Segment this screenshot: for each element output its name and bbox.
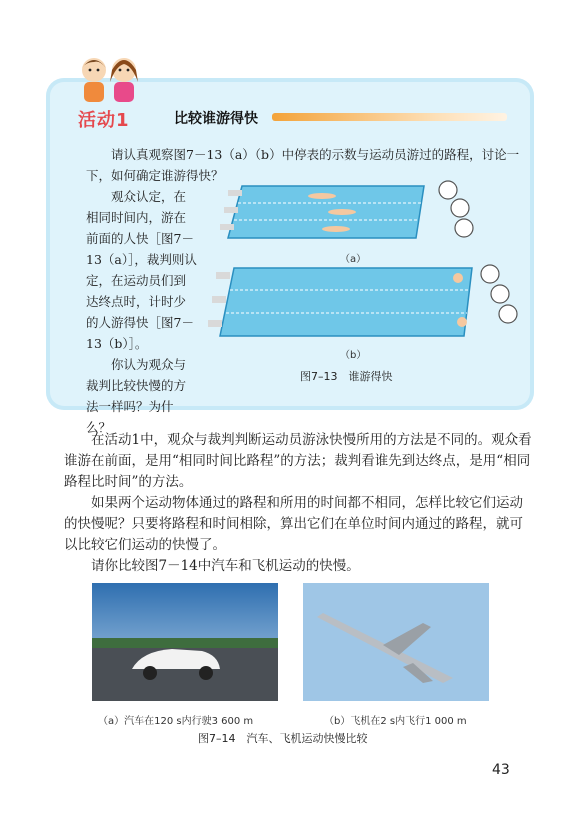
body-paragraph-3: 请你比较图7－14中汽车和飞机运动的快慢。 <box>91 558 360 574</box>
activity-title: 活动1 <box>78 110 130 131</box>
cartoon-kids-illustration <box>76 54 146 106</box>
title-decoration-bar <box>272 113 507 121</box>
body-paragraph-2: 如果两个运动物体通过的路程和所用的时间都不相同，怎样比较它们运动的快慢呢？只要将路程和时间相除，算出它们在单位时间内通过的路程，就可以比较它们运动的快慢了。 <box>64 495 523 553</box>
activity-intro: 请认真观察图7－13（a）（b）中停表的示数与运动员游过的路程，讨论一下，如何确定谁游得快？ <box>86 147 520 183</box>
activity-subtitle: 比较谁游得快 <box>174 111 258 127</box>
car-caption: （a）汽车在120 s内行驶3 600 m <box>98 716 254 727</box>
activity-left-column <box>86 186 198 438</box>
pool-figure-b <box>200 260 524 342</box>
car-photo <box>92 583 278 701</box>
body-paragraph-1: 在活动1中，观众与裁判判断运动员游泳快慢所用的方法是不同的。观众看谁游在前面，是用“相同时间比路程”的方法；裁判看谁先到达终点，是用“相同路程比时间”的方法。 <box>64 432 532 490</box>
jet-photo <box>303 583 489 701</box>
activity-left-paragraph-2: 你认为观众与裁判比较快慢的方法一样吗？为什么？ <box>86 357 187 435</box>
figure-a-label: （a） <box>340 254 367 265</box>
figure-7-14-caption: 图7–14 汽车、飞机运动快慢比较 <box>198 732 368 745</box>
activity-left-paragraph-1: 观众认定，在相同时间内，游在前面的人快［图7－13（a）］，裁判则认定，在运动员们到达终点时，计时少的人游得快［图7－13（b）］。 <box>86 189 197 351</box>
page-number: 43 <box>492 762 510 778</box>
body-text <box>64 430 534 577</box>
jet-caption: （b）飞机在2 s内飞行1 000 m <box>324 716 467 727</box>
figure-b-label: （b） <box>340 350 367 361</box>
figure-7-13-caption: 图7–13 谁游得快 <box>300 370 393 383</box>
pool-figure-a <box>212 176 482 246</box>
